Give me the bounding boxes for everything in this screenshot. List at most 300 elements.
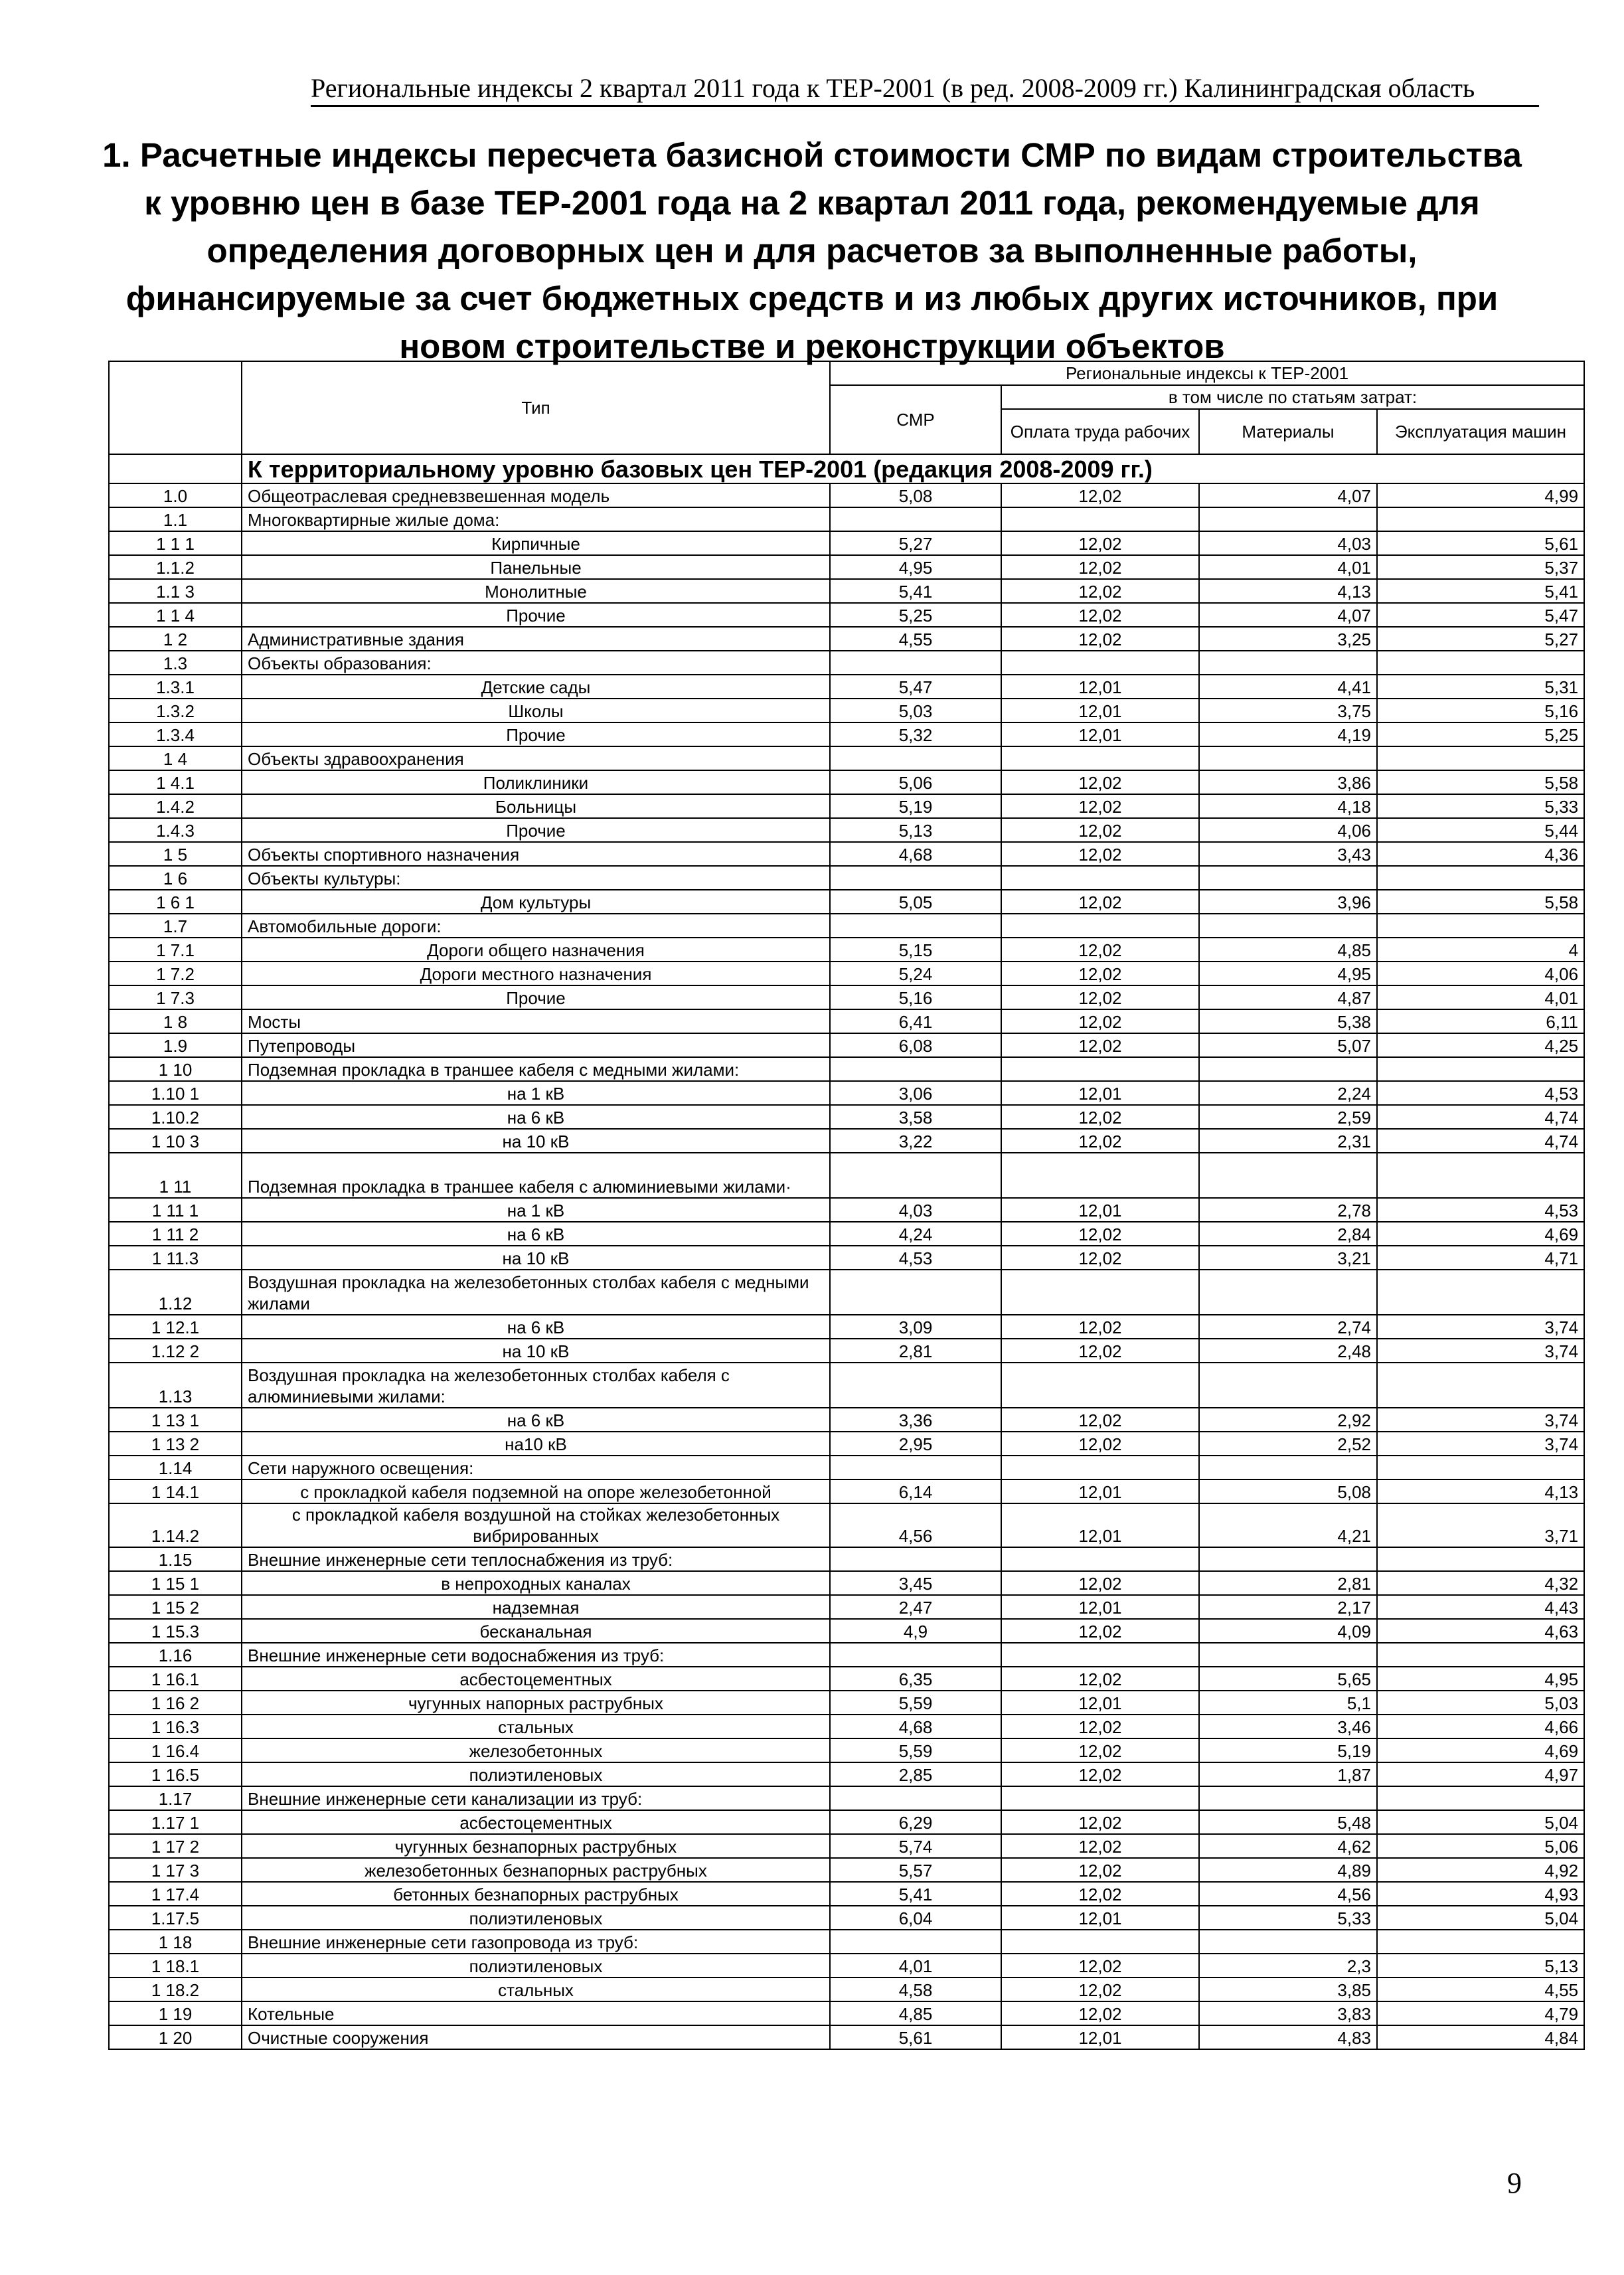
row-type-name: Автомобильные дороги:: [242, 914, 830, 938]
row-type-name: на 1 кВ: [242, 1198, 830, 1222]
row-smr-value: 5,57: [830, 1858, 1001, 1882]
table-row: [109, 1691, 1584, 1715]
row-labor-value: 12,02: [1001, 1105, 1199, 1129]
row-materials-value: [1199, 1153, 1377, 1198]
table-row: [109, 579, 1584, 603]
table-row: [109, 1571, 1584, 1595]
row-labor-value: 12,01: [1001, 2025, 1199, 2049]
row-machines-value: 5,25: [1377, 722, 1584, 746]
row-smr-value: [830, 1363, 1001, 1408]
row-machines-value: 5,41: [1377, 579, 1584, 603]
row-labor-value: 12,01: [1001, 1595, 1199, 1619]
row-smr-value: 4,95: [830, 555, 1001, 579]
running-header: Региональные индексы 2 квартал 2011 года к ТЕР-2001 (в ред. 2008-2009 гг.) Калининградская область: [311, 72, 1539, 107]
row-number: 1 18.1: [109, 1954, 242, 1978]
row-smr-value: [830, 1786, 1001, 1810]
row-type-name: на 10 кВ: [242, 1246, 830, 1270]
row-smr-value: 4,56: [830, 1503, 1001, 1547]
row-labor-value: 12,02: [1001, 579, 1199, 603]
row-materials-value: 4,62: [1199, 1834, 1377, 1858]
row-smr-value: 5,61: [830, 2025, 1001, 2049]
row-type-name: Воздушная прокладка на железобетонных столбах кабеля с алюминиевыми жилами:: [242, 1363, 830, 1408]
row-machines-value: 4,93: [1377, 1882, 1584, 1906]
row-labor-value: 12,02: [1001, 627, 1199, 651]
row-labor-value: 12,02: [1001, 1339, 1199, 1363]
table-row: [109, 890, 1584, 914]
row-machines-value: 4,79: [1377, 2001, 1584, 2025]
row-machines-value: 4,92: [1377, 1858, 1584, 1882]
row-machines-value: 4,69: [1377, 1222, 1584, 1246]
row-smr-value: 3,58: [830, 1105, 1001, 1129]
row-machines-value: [1377, 1456, 1584, 1479]
row-smr-value: 5,25: [830, 603, 1001, 627]
row-type-name: Прочие: [242, 603, 830, 627]
row-number: 1 4.1: [109, 770, 242, 794]
row-materials-value: 4,07: [1199, 603, 1377, 627]
row-labor-value: 12,02: [1001, 1738, 1199, 1762]
row-number: 1 16 2: [109, 1691, 242, 1715]
table-row: [109, 1057, 1584, 1081]
row-number: 1 10: [109, 1057, 242, 1081]
table-row: [109, 1715, 1584, 1738]
row-number: 1 15 1: [109, 1571, 242, 1595]
row-number: 1 2: [109, 627, 242, 651]
row-machines-value: 5,04: [1377, 1810, 1584, 1834]
row-smr-value: [830, 866, 1001, 890]
row-labor-value: 12,02: [1001, 1810, 1199, 1834]
row-machines-value: [1377, 1786, 1584, 1810]
row-smr-value: [830, 914, 1001, 938]
table-row: [109, 794, 1584, 818]
row-smr-value: 2,95: [830, 1432, 1001, 1456]
row-machines-value: [1377, 866, 1584, 890]
row-smr-value: 6,41: [830, 1009, 1001, 1033]
row-machines-value: 5,03: [1377, 1691, 1584, 1715]
row-materials-value: 2,74: [1199, 1315, 1377, 1339]
row-smr-value: 4,01: [830, 1954, 1001, 1978]
row-smr-value: 3,06: [830, 1081, 1001, 1105]
row-type-name: Общеотраслевая средневзвешенная модель: [242, 483, 830, 507]
row-materials-value: 2,92: [1199, 1408, 1377, 1432]
row-number: 1.13: [109, 1363, 242, 1408]
row-number: 1 18: [109, 1930, 242, 1954]
table-row: [109, 1786, 1584, 1810]
row-machines-value: [1377, 1363, 1584, 1408]
row-number: 1 5: [109, 842, 242, 866]
row-type-name: на10 кВ: [242, 1432, 830, 1456]
row-machines-value: 4,36: [1377, 842, 1584, 866]
row-smr-value: [830, 1930, 1001, 1954]
row-smr-value: 6,14: [830, 1479, 1001, 1503]
row-materials-value: 4,06: [1199, 818, 1377, 842]
row-materials-value: 2,81: [1199, 1571, 1377, 1595]
table-row: [109, 1246, 1584, 1270]
row-number: 1.15: [109, 1547, 242, 1571]
row-labor-value: 12,02: [1001, 555, 1199, 579]
row-number: 1 15 2: [109, 1595, 242, 1619]
row-machines-value: [1377, 746, 1584, 770]
row-number: 1 11.3: [109, 1246, 242, 1270]
row-machines-value: 4,32: [1377, 1571, 1584, 1595]
row-materials-value: [1199, 1643, 1377, 1667]
row-materials-value: 4,56: [1199, 1882, 1377, 1906]
table-row: [109, 507, 1584, 531]
row-type-name: полиэтиленовых: [242, 1906, 830, 1930]
row-number: 1.3: [109, 651, 242, 675]
row-smr-value: 3,45: [830, 1571, 1001, 1595]
row-type-name: с прокладкой кабеля воздушной на стойках железобетонных вибрированных: [242, 1503, 830, 1547]
row-materials-value: 4,03: [1199, 531, 1377, 555]
row-type-name: Объекты спортивного назначения: [242, 842, 830, 866]
row-type-name: Многоквартирные жилые дома:: [242, 507, 830, 531]
row-labor-value: 12,02: [1001, 1129, 1199, 1153]
table-row: [109, 1547, 1584, 1571]
table-row: [109, 938, 1584, 962]
row-number: 1 1 1: [109, 531, 242, 555]
table-row: [109, 1105, 1584, 1129]
table-row: [109, 1129, 1584, 1153]
document-title: 1. Расчетные индексы пересчета базисной стоимости СМР по видам строительства к уровню цен в базе ТЕР-2001 года на 2 квартал 2011 года, рекомендуемые для определения договорных цен и для расчетов за выполненные работы, финансируемые за счет бюджетных средств и из любых других источников, при новом строительстве и реконструкции объектов: [102, 136, 1522, 365]
row-type-name: Котельные: [242, 2001, 830, 2025]
row-labor-value: 12,01: [1001, 1081, 1199, 1105]
row-number: 1.12: [109, 1270, 242, 1315]
row-labor-value: 12,02: [1001, 603, 1199, 627]
row-type-name: Сети наружного освещения:: [242, 1456, 830, 1479]
header-smr: СМР: [830, 385, 1001, 454]
row-labor-value: 12,02: [1001, 1009, 1199, 1033]
row-labor-value: 12,02: [1001, 1033, 1199, 1057]
row-machines-value: 4,43: [1377, 1595, 1584, 1619]
row-number: 1.4.2: [109, 794, 242, 818]
row-labor-value: 12,02: [1001, 1882, 1199, 1906]
table-row: [109, 627, 1584, 651]
row-type-name: железобетонных безнапорных раструбных: [242, 1858, 830, 1882]
row-number: 1 7.1: [109, 938, 242, 962]
section-row: [109, 454, 1584, 483]
row-type-name: в непроходных каналах: [242, 1571, 830, 1595]
row-smr-value: 5,24: [830, 962, 1001, 985]
row-labor-value: [1001, 1547, 1199, 1571]
row-materials-value: [1199, 651, 1377, 675]
row-materials-value: 3,46: [1199, 1715, 1377, 1738]
row-materials-value: 4,85: [1199, 938, 1377, 962]
row-type-name: Объекты образования:: [242, 651, 830, 675]
row-smr-value: 4,68: [830, 1715, 1001, 1738]
row-type-name: Прочие: [242, 818, 830, 842]
row-machines-value: 4,95: [1377, 1667, 1584, 1691]
row-materials-value: 2,31: [1199, 1129, 1377, 1153]
row-number: 1 7.3: [109, 985, 242, 1009]
row-materials-value: 5,33: [1199, 1906, 1377, 1930]
row-machines-value: 3,74: [1377, 1432, 1584, 1456]
row-labor-value: [1001, 1786, 1199, 1810]
row-smr-value: 5,06: [830, 770, 1001, 794]
table-row: [109, 1954, 1584, 1978]
row-smr-value: 2,47: [830, 1595, 1001, 1619]
row-type-name: асбестоцементных: [242, 1810, 830, 1834]
row-materials-value: 4,89: [1199, 1858, 1377, 1882]
table-row: [109, 531, 1584, 555]
row-smr-value: 5,59: [830, 1738, 1001, 1762]
row-machines-value: 4,71: [1377, 1246, 1584, 1270]
row-machines-value: 5,37: [1377, 555, 1584, 579]
row-smr-value: 3,36: [830, 1408, 1001, 1432]
row-type-name: стальных: [242, 1715, 830, 1738]
row-machines-value: 4: [1377, 938, 1584, 962]
row-labor-value: 12,02: [1001, 938, 1199, 962]
row-materials-value: [1199, 1547, 1377, 1571]
row-number: 1 17 2: [109, 1834, 242, 1858]
row-machines-value: 3,71: [1377, 1503, 1584, 1547]
row-labor-value: 12,02: [1001, 1834, 1199, 1858]
row-labor-value: 12,01: [1001, 1198, 1199, 1222]
row-materials-value: 5,65: [1199, 1667, 1377, 1691]
row-machines-value: [1377, 651, 1584, 675]
row-materials-value: 4,13: [1199, 579, 1377, 603]
row-labor-value: 12,01: [1001, 1691, 1199, 1715]
row-type-name: Путепроводы: [242, 1033, 830, 1057]
table-row: [109, 675, 1584, 699]
row-number: 1 6 1: [109, 890, 242, 914]
row-type-name: Кирпичные: [242, 531, 830, 555]
row-smr-value: [830, 1270, 1001, 1315]
row-machines-value: [1377, 1057, 1584, 1081]
row-materials-value: 3,75: [1199, 699, 1377, 722]
row-labor-value: [1001, 914, 1199, 938]
row-materials-value: 5,38: [1199, 1009, 1377, 1033]
table-row: [109, 746, 1584, 770]
row-materials-value: 4,95: [1199, 962, 1377, 985]
row-number: 1 18.2: [109, 1978, 242, 2001]
row-number: 1 10 3: [109, 1129, 242, 1153]
row-labor-value: 12,02: [1001, 1246, 1199, 1270]
table-row: [109, 842, 1584, 866]
table-row: [109, 555, 1584, 579]
row-machines-value: [1377, 1270, 1584, 1315]
table-row: [109, 1033, 1584, 1057]
table-row: [109, 1315, 1584, 1339]
row-materials-value: 4,87: [1199, 985, 1377, 1009]
row-type-name: на 10 кВ: [242, 1339, 830, 1363]
row-machines-value: 5,33: [1377, 794, 1584, 818]
table-row: [109, 962, 1584, 985]
row-type-name: Внешние инженерные сети водоснабжения из труб:: [242, 1643, 830, 1667]
table-row: [109, 1432, 1584, 1456]
row-type-name: чугунных безнапорных раструбных: [242, 1834, 830, 1858]
table-row: [109, 603, 1584, 627]
table-row: [109, 1619, 1584, 1643]
row-machines-value: 4,63: [1377, 1619, 1584, 1643]
table-row: [109, 1009, 1584, 1033]
row-materials-value: 5,48: [1199, 1810, 1377, 1834]
row-labor-value: [1001, 866, 1199, 890]
row-materials-value: 2,24: [1199, 1081, 1377, 1105]
row-smr-value: 2,81: [830, 1339, 1001, 1363]
row-materials-value: [1199, 1786, 1377, 1810]
row-labor-value: 12,02: [1001, 531, 1199, 555]
row-materials-value: [1199, 1930, 1377, 1954]
row-type-name: железобетонных: [242, 1738, 830, 1762]
row-smr-value: 6,35: [830, 1667, 1001, 1691]
row-type-name: Панельные: [242, 555, 830, 579]
row-materials-value: 3,43: [1199, 842, 1377, 866]
row-materials-value: 3,96: [1199, 890, 1377, 914]
row-number: 1.10 1: [109, 1081, 242, 1105]
row-machines-value: 5,58: [1377, 890, 1584, 914]
header-regional-indexes: Региональные индексы к ТЕР-2001: [830, 361, 1584, 385]
row-number: 1 14.1: [109, 1479, 242, 1503]
row-machines-value: 4,13: [1377, 1479, 1584, 1503]
row-machines-value: [1377, 1643, 1584, 1667]
table-row: [109, 1834, 1584, 1858]
row-smr-value: [830, 507, 1001, 531]
row-smr-value: 4,9: [830, 1619, 1001, 1643]
row-materials-value: [1199, 1363, 1377, 1408]
row-type-name: с прокладкой кабеля подземной на опоре железобетонной: [242, 1479, 830, 1503]
table-row: [109, 1930, 1584, 1954]
table-row: [109, 1222, 1584, 1246]
row-type-name: на 6 кВ: [242, 1105, 830, 1129]
row-smr-value: 5,15: [830, 938, 1001, 962]
row-number: 1 16.3: [109, 1715, 242, 1738]
row-type-name: бетонных безнапорных раструбных: [242, 1882, 830, 1906]
row-number: 1.4.3: [109, 818, 242, 842]
row-labor-value: 12,02: [1001, 1667, 1199, 1691]
row-smr-value: [830, 1643, 1001, 1667]
row-number: 1.17 1: [109, 1810, 242, 1834]
row-type-name: Дороги местного назначения: [242, 962, 830, 985]
row-labor-value: 12,02: [1001, 818, 1199, 842]
row-materials-value: 3,83: [1199, 2001, 1377, 2025]
row-number: 1 1 4: [109, 603, 242, 627]
row-number: 1 6: [109, 866, 242, 890]
row-number: 1 17 3: [109, 1858, 242, 1882]
row-labor-value: [1001, 746, 1199, 770]
row-number: 1.9: [109, 1033, 242, 1057]
section-number-cell: [109, 454, 242, 483]
row-labor-value: 12,01: [1001, 699, 1199, 722]
row-materials-value: [1199, 507, 1377, 531]
row-number: 1 16.1: [109, 1667, 242, 1691]
row-labor-value: 12,02: [1001, 1762, 1199, 1786]
row-labor-value: [1001, 1153, 1199, 1198]
row-machines-value: 5,27: [1377, 627, 1584, 651]
row-materials-value: [1199, 1057, 1377, 1081]
table-row: [109, 699, 1584, 722]
header-number-cell: [109, 361, 242, 454]
row-materials-value: 4,19: [1199, 722, 1377, 746]
row-machines-value: 5,16: [1377, 699, 1584, 722]
row-labor-value: 12,02: [1001, 842, 1199, 866]
row-type-name: Подземная прокладка в траншее кабеля с алюминиевыми жилами·: [242, 1153, 830, 1198]
table-row: [109, 1270, 1584, 1315]
row-type-name: на 10 кВ: [242, 1129, 830, 1153]
row-materials-value: 2,48: [1199, 1339, 1377, 1363]
row-materials-value: 5,19: [1199, 1738, 1377, 1762]
row-machines-value: 4,53: [1377, 1198, 1584, 1222]
row-smr-value: [830, 1547, 1001, 1571]
row-type-name: Прочие: [242, 722, 830, 746]
row-labor-value: 12,01: [1001, 675, 1199, 699]
row-smr-value: 6,08: [830, 1033, 1001, 1057]
row-smr-value: 4,53: [830, 1246, 1001, 1270]
table-row: [109, 1906, 1584, 1930]
row-machines-value: 4,99: [1377, 483, 1584, 507]
row-labor-value: 12,02: [1001, 2001, 1199, 2025]
row-materials-value: 3,25: [1199, 627, 1377, 651]
row-number: 1.10.2: [109, 1105, 242, 1129]
row-smr-value: 5,59: [830, 1691, 1001, 1715]
row-materials-value: 2,3: [1199, 1954, 1377, 1978]
row-machines-value: [1377, 1930, 1584, 1954]
row-materials-value: 4,41: [1199, 675, 1377, 699]
row-labor-value: 12,02: [1001, 1978, 1199, 2001]
row-materials-value: 3,85: [1199, 1978, 1377, 2001]
row-type-name: Поликлиники: [242, 770, 830, 794]
row-smr-value: 5,16: [830, 985, 1001, 1009]
row-materials-value: [1199, 866, 1377, 890]
row-number: 1.17.5: [109, 1906, 242, 1930]
row-number: 1 17.4: [109, 1882, 242, 1906]
row-type-name: бесканальная: [242, 1619, 830, 1643]
row-type-name: Воздушная прокладка на железобетонных столбах кабеля с медными жилами: [242, 1270, 830, 1315]
row-type-name: на 1 кВ: [242, 1081, 830, 1105]
row-machines-value: 5,06: [1377, 1834, 1584, 1858]
row-smr-value: 5,41: [830, 579, 1001, 603]
row-type-name: Больницы: [242, 794, 830, 818]
row-labor-value: 12,02: [1001, 1858, 1199, 1882]
row-smr-value: 5,27: [830, 531, 1001, 555]
header-machines: Эксплуатация машин: [1377, 409, 1584, 454]
row-machines-value: 4,01: [1377, 985, 1584, 1009]
table-row: [109, 866, 1584, 890]
table-row: [109, 985, 1584, 1009]
row-type-name: Очистные сооружения: [242, 2025, 830, 2049]
row-materials-value: 2,59: [1199, 1105, 1377, 1129]
index-table: [108, 361, 1585, 2050]
index-table-container: [108, 361, 1585, 2050]
row-type-name: Дороги общего назначения: [242, 938, 830, 962]
row-labor-value: [1001, 1270, 1199, 1315]
row-labor-value: [1001, 1057, 1199, 1081]
row-machines-value: 4,53: [1377, 1081, 1584, 1105]
row-number: 1.14.2: [109, 1503, 242, 1547]
row-type-name: Объекты здравоохранения: [242, 746, 830, 770]
page-number: 9: [1507, 2167, 1522, 2199]
table-row: [109, 818, 1584, 842]
row-number: 1 19: [109, 2001, 242, 2025]
row-smr-value: [830, 746, 1001, 770]
row-type-name: Административные здания: [242, 627, 830, 651]
row-type-name: на 6 кВ: [242, 1315, 830, 1339]
row-labor-value: [1001, 1456, 1199, 1479]
row-number: 1.0: [109, 483, 242, 507]
table-row: [109, 1738, 1584, 1762]
table-row: [109, 1479, 1584, 1503]
row-materials-value: 5,1: [1199, 1691, 1377, 1715]
table-row: [109, 1363, 1584, 1408]
row-type-name: полиэтиленовых: [242, 1954, 830, 1978]
table-row: [109, 722, 1584, 746]
row-type-name: Подземная прокладка в траншее кабеля с медными жилами:: [242, 1057, 830, 1081]
row-materials-value: 4,18: [1199, 794, 1377, 818]
row-machines-value: 4,55: [1377, 1978, 1584, 2001]
row-smr-value: 6,29: [830, 1810, 1001, 1834]
row-smr-value: 5,08: [830, 483, 1001, 507]
section-title: К территориальному уровню базовых цен ТЕР-2001 (редакция 2008-2009 гг.): [242, 454, 1584, 483]
row-number: 1.3.2: [109, 699, 242, 722]
row-smr-value: 5,19: [830, 794, 1001, 818]
